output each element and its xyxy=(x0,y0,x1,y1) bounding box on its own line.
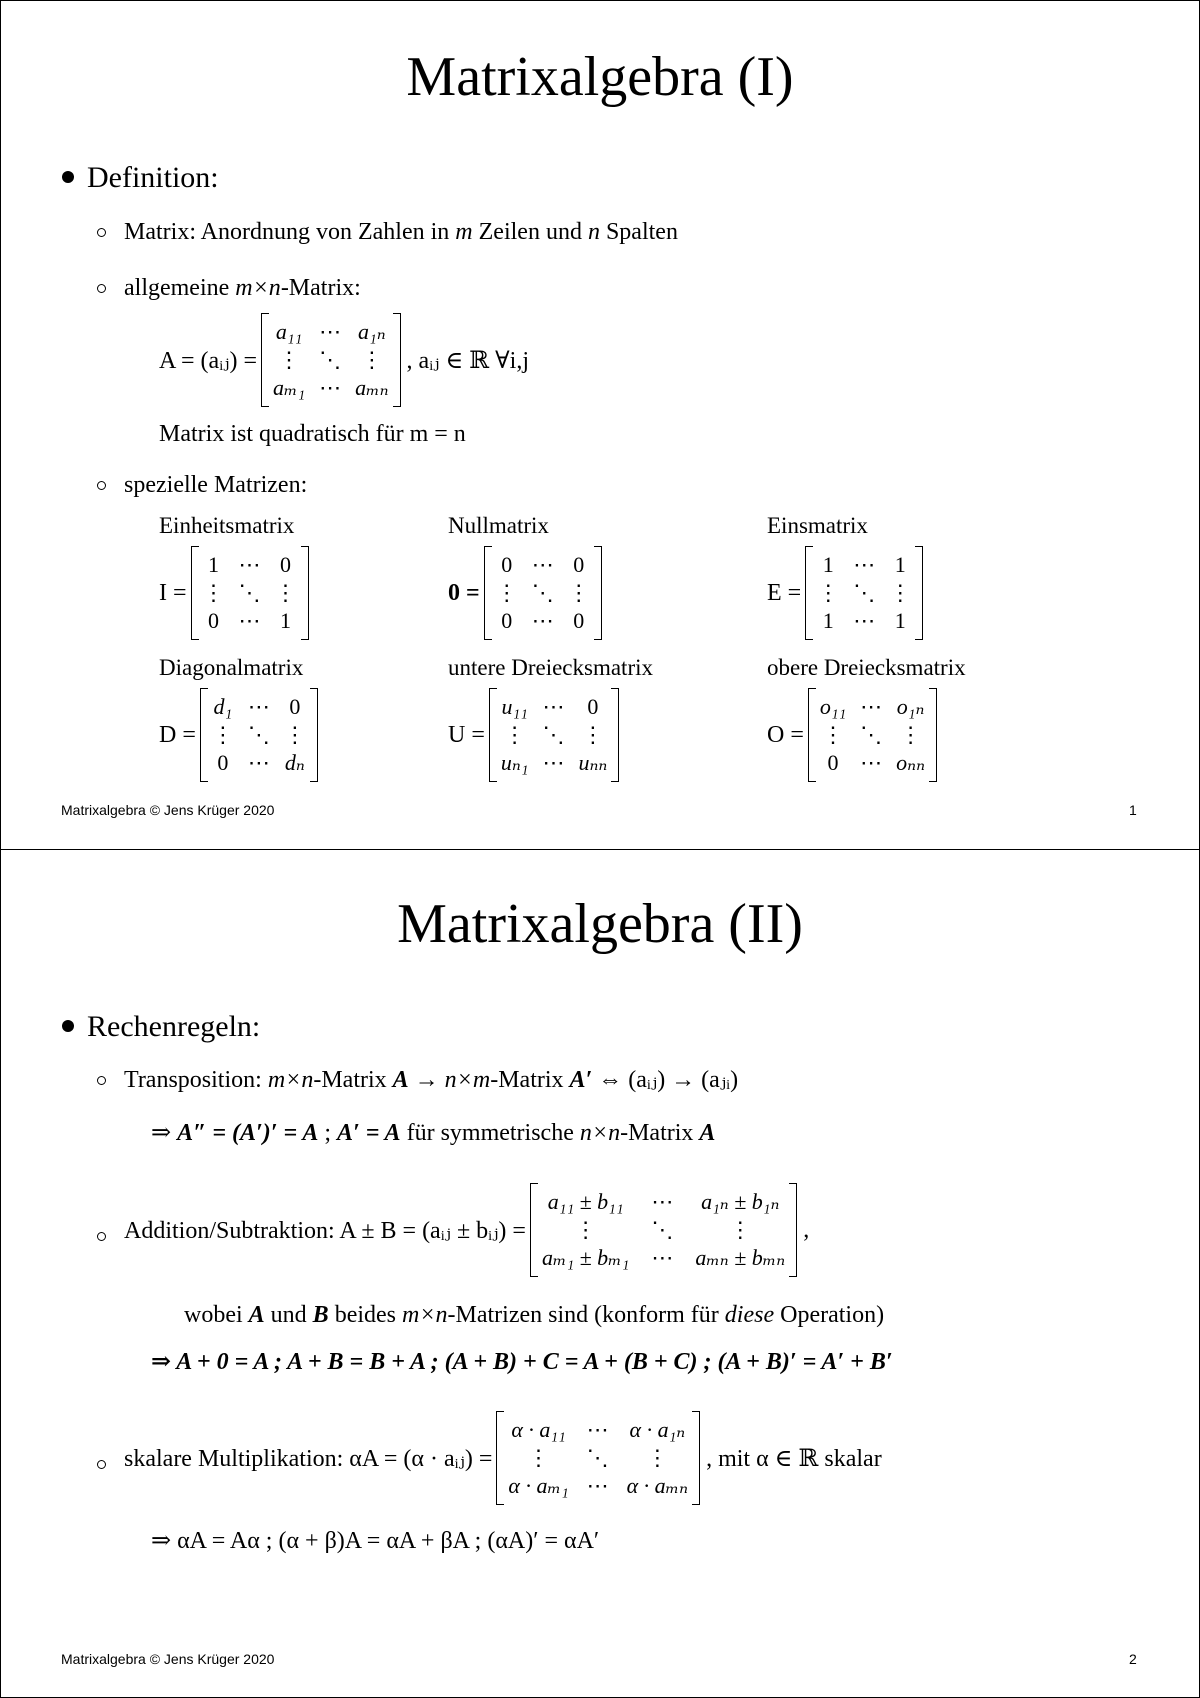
matrix-cell: ⋮ xyxy=(729,1217,752,1242)
matrix-cell: 1 xyxy=(894,552,906,577)
matrix-cells xyxy=(269,313,393,407)
matrix-cell: ⋯ xyxy=(586,1473,609,1498)
matrix-cell: 0 xyxy=(573,608,585,633)
matrix-lhs: I = xyxy=(159,579,187,606)
matrix-cell: 0 xyxy=(217,750,229,775)
matrix-name: Diagonalmatrix xyxy=(159,655,304,680)
general-matrix-equation xyxy=(159,313,529,407)
matrix-cell: ⋯ xyxy=(531,608,554,633)
matrix-cell: ⋮ xyxy=(527,1445,550,1470)
matrix-cell: ⋱ xyxy=(531,580,554,605)
matrix-cell: 0 xyxy=(501,552,513,577)
matrix-cell: ⋮ xyxy=(278,347,301,372)
matrix-cell: ⋮ xyxy=(503,722,526,747)
matrix-cell: 1 xyxy=(894,608,906,633)
slide-title: Matrixalgebra (I) xyxy=(406,46,794,108)
matrix-cell: ⋯ xyxy=(238,552,261,577)
matrix-cell: ⋮ xyxy=(646,1445,669,1470)
matrix-cell: ⋮ xyxy=(899,722,922,747)
transposition-text: Transposition: m×n-Matrix A → n×m-Matrix A′ ⇔ (aᵢⱼ) → (aⱼᵢ) xyxy=(124,1067,739,1093)
matrix-cell: ⋮ xyxy=(822,722,845,747)
matrix-cell: 0 xyxy=(208,608,220,633)
matrix-cell: 1 xyxy=(822,608,834,633)
matrix-cell: o₁₁ xyxy=(819,694,847,719)
equation-lhs: A = (aᵢⱼ) = xyxy=(159,347,257,374)
matrix-lhs: D = xyxy=(159,721,196,748)
matrix-cell: aₘₙ xyxy=(355,375,389,400)
equation-rhs: , aᵢⱼ ∈ ℝ ∀i,j xyxy=(406,347,529,374)
matrix-cell: ⋮ xyxy=(360,347,383,372)
matrix-cell: ⋮ xyxy=(202,580,225,605)
matrix-cell: 0 xyxy=(827,750,839,775)
matrix-cell: ⋮ xyxy=(274,580,297,605)
zero-matrix xyxy=(448,546,602,640)
sub-bullet-ring xyxy=(97,1232,106,1241)
matrix-cell: 1 xyxy=(822,552,834,577)
scalar-matrix xyxy=(496,1411,700,1505)
slide-2 xyxy=(0,849,1200,1698)
matrix-cell: ⋮ xyxy=(889,580,912,605)
matrix-cell: ⋱ xyxy=(860,722,883,747)
matrix-cell: ⋯ xyxy=(319,319,342,344)
matrix-cell: aₘ₁ ± bₘ₁ xyxy=(541,1245,630,1270)
equation-lhs: Addition/Subtraktion: A ± B = (aᵢⱼ ± bᵢⱼ) = xyxy=(124,1217,526,1244)
matrix-cell: ⋯ xyxy=(651,1189,674,1214)
matrix-cell: a₁₁ ± b₁₁ xyxy=(547,1189,624,1214)
equation-rhs: , xyxy=(803,1216,810,1243)
matrix-cell: ⋱ xyxy=(247,722,270,747)
matrix-cell: ⋯ xyxy=(247,694,270,719)
matrix-cell: ⋯ xyxy=(319,375,342,400)
matrix-lhs: O = xyxy=(767,721,804,748)
matrix-name: untere Dreiecksmatrix xyxy=(448,655,653,680)
slide-title: Matrixalgebra (II) xyxy=(397,893,803,955)
matrix-cell: ⋮ xyxy=(211,722,234,747)
matrix-cell: ⋯ xyxy=(860,694,883,719)
identity-matrix xyxy=(159,546,309,640)
bullet-heading: Definition: xyxy=(87,161,219,194)
matrix-cell: aₘₙ ± bₘₙ xyxy=(695,1245,786,1270)
definition-text: Matrix: Anordnung von Zahlen in m Zeilen und n Spalten xyxy=(124,219,678,245)
matrix-cell: ⋯ xyxy=(586,1417,609,1442)
square-note: Matrix ist quadratisch für m = n xyxy=(159,421,466,447)
equation-rhs: , mit α ∈ ℝ skalar xyxy=(706,1445,882,1472)
matrix-name: Einheitsmatrix xyxy=(159,513,295,538)
matrix-cell: 1 xyxy=(280,608,292,633)
page-number: 1 xyxy=(1129,802,1137,818)
matrix-cell: a₁₁ xyxy=(275,319,303,344)
matrix-cell: α · aₘ₁ xyxy=(508,1473,569,1498)
matrix-cell: ⋯ xyxy=(247,750,270,775)
sub-bullet-ring xyxy=(97,228,106,237)
matrix-cell: oₙₙ xyxy=(896,750,926,775)
general-matrix-label: allgemeine m×n-Matrix: xyxy=(124,275,361,301)
matrix-cell: ⋯ xyxy=(542,694,565,719)
matrix-cell: ⋮ xyxy=(581,722,604,747)
matrix-cell: ⋮ xyxy=(574,1217,597,1242)
matrix-cell: aₘ₁ xyxy=(272,375,306,400)
matrix-cell: 0 xyxy=(280,552,292,577)
matrix-cell: ⋱ xyxy=(319,347,342,372)
matrix-cell: uₙ₁ xyxy=(500,750,529,775)
matrix-cell: 0 xyxy=(289,694,301,719)
bullet-dot xyxy=(62,171,74,183)
matrix-cell: d₁ xyxy=(213,694,233,719)
wobei-text: wobei A und B beides m×n-Matrizen sind (konform für diese Operation) xyxy=(184,1302,885,1328)
bullet-heading: Rechenregeln: xyxy=(87,1010,261,1043)
matrix-cell: ⋱ xyxy=(853,580,876,605)
matrix-cell: ⋯ xyxy=(531,552,554,577)
scalar-equation xyxy=(124,1411,882,1505)
matrix-name: Einsmatrix xyxy=(767,513,868,538)
matrix-cell: α · a₁₁ xyxy=(511,1417,566,1442)
matrix-cell: ⋮ xyxy=(495,580,518,605)
matrix-cell: ⋱ xyxy=(651,1217,674,1242)
matrix-cell: ⋮ xyxy=(567,580,590,605)
equation-lhs: skalare Multiplikation: αA = (α · aᵢⱼ) = xyxy=(124,1445,493,1472)
matrix-cell: 0 xyxy=(573,552,585,577)
matrix-lhs: U = xyxy=(448,721,485,748)
diagonal-matrix xyxy=(159,688,318,782)
slide-footer: Matrixalgebra © Jens Krüger 2020 xyxy=(61,1651,275,1667)
matrix-lhs: 0 = xyxy=(448,579,480,606)
page-number: 2 xyxy=(1129,1651,1137,1667)
matrix-name: Nullmatrix xyxy=(448,513,549,538)
matrix-cell: 1 xyxy=(208,552,220,577)
matrix-cell: a₁ₙ xyxy=(358,319,386,344)
matrix-cell: dₙ xyxy=(284,750,305,775)
sub-bullet-ring xyxy=(97,1460,106,1469)
matrix-cell: o₁ₙ xyxy=(896,694,925,719)
matrix-cell: ⋮ xyxy=(817,580,840,605)
special-matrices-label: spezielle Matrizen: xyxy=(124,472,308,498)
sub-bullet-ring xyxy=(97,481,106,490)
general-matrix xyxy=(261,313,401,407)
addition-rules: ⇒ A + 0 = A ; A + B = B + A ; (A + B) + C = A + (B + C) ; (A + B)′ = A′ + B′ xyxy=(151,1349,893,1375)
addition-matrix xyxy=(530,1183,797,1277)
matrix-cell: α · aₘₙ xyxy=(626,1473,689,1498)
matrix-cell: ⋱ xyxy=(542,722,565,747)
matrix-cell: ⋯ xyxy=(651,1245,674,1270)
matrix-lhs: E = xyxy=(767,579,802,606)
matrix-cell: ⋮ xyxy=(283,722,306,747)
matrix-name: obere Dreiecksmatrix xyxy=(767,655,966,680)
sub-bullet-ring xyxy=(97,284,106,293)
slide-footer: Matrixalgebra © Jens Krüger 2020 xyxy=(61,802,275,818)
matrix-cell: u₁₁ xyxy=(501,694,528,719)
matrix-cell: ⋱ xyxy=(238,580,261,605)
bullet-dot xyxy=(62,1020,74,1032)
matrix-cell: ⋯ xyxy=(853,552,876,577)
matrix-cell: uₙₙ xyxy=(578,750,608,775)
lower-triangular-matrix xyxy=(448,688,619,782)
matrix-cell: ⋯ xyxy=(853,608,876,633)
matrix-cell: ⋯ xyxy=(238,608,261,633)
matrix-cell: α · a₁ₙ xyxy=(629,1417,686,1442)
matrix-cell: 0 xyxy=(587,694,599,719)
matrix-cell: a₁ₙ ± b₁ₙ xyxy=(701,1189,780,1214)
scalar-rules: ⇒ αA = Aα ; (α + β)A = αA + βA ; (αA)′ = αA′ xyxy=(151,1528,600,1554)
upper-triangular-matrix xyxy=(767,688,937,782)
ones-matrix xyxy=(767,546,923,640)
matrix-cell: ⋯ xyxy=(860,750,883,775)
addition-equation xyxy=(124,1183,809,1277)
matrix-cell: 0 xyxy=(501,608,513,633)
matrix-cell: ⋱ xyxy=(586,1445,609,1470)
matrix-cell: ⋯ xyxy=(542,750,565,775)
transposition-rule: ⇒ A″ = (A′)′ = A ; A′ = A für symmetrische n×n-Matrix A xyxy=(151,1120,716,1146)
sub-bullet-ring xyxy=(97,1076,106,1085)
